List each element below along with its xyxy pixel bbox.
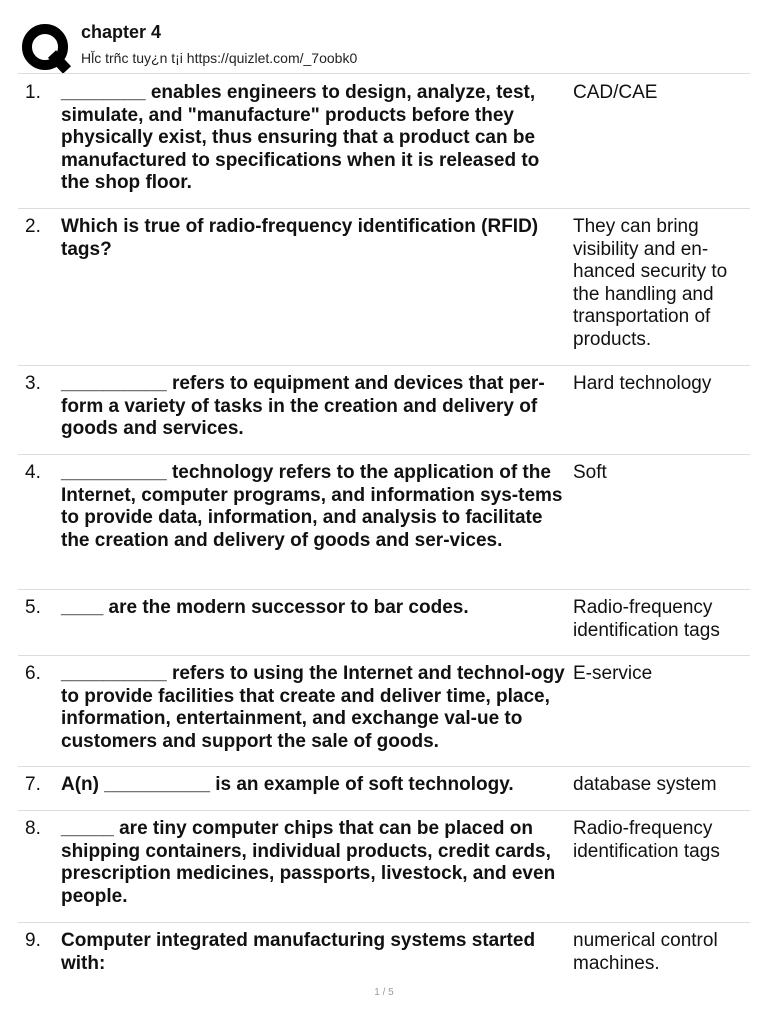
question-text: ________ enables engineers to design, analyze, test, simulate, and "manufacture" products before they physically exist, thus ensuring that a product can be manufactured to specifications when it is released to the shop floor. <box>61 82 540 194</box>
question-text: A(n) __________ is an example of soft technology. <box>61 774 514 795</box>
item-number: 9. <box>25 930 41 951</box>
document-header <box>18 18 750 74</box>
question-text: _____ are tiny computer chips that can be placed on shipping containers, individual products, credit cards, prescription medicines, passports, livestock, and even people. <box>61 818 556 907</box>
answer-text: They can bring visibility and en-hanced security to the handling and transportation of products. <box>573 216 728 350</box>
answer-text: numerical control machines. <box>573 930 718 974</box>
document-title: chapter 4 <box>81 22 162 42</box>
item-number: 8. <box>25 818 41 839</box>
item-number: 4. <box>25 462 41 483</box>
item-number: 7. <box>25 774 41 795</box>
answer-text: database system <box>573 774 717 795</box>
item-number: 2. <box>25 216 41 237</box>
question-text: Computer integrated manufacturing systems started with: <box>61 930 536 974</box>
answer-text: E-service <box>573 663 653 684</box>
question-text: __________ refers to equipment and devices that per-form a variety of tasks in the creation and delivery of goods and services. <box>61 373 545 440</box>
item-number: 6. <box>25 663 41 684</box>
answer-text: CAD/CAE <box>573 82 658 103</box>
quizlet-logo-icon <box>20 22 72 74</box>
item-number: 5. <box>25 597 41 618</box>
answer-text: Hard technology <box>573 373 712 394</box>
divider <box>18 810 750 811</box>
question-text: __________ refers to using the Internet and technol-ogy to provide facilities that create and deliver time, place, information, entertainment, and exchange val-ue to customers and support the sale of goods. <box>61 663 565 752</box>
divider <box>18 208 750 209</box>
page-number: 1 / 5 <box>374 987 394 998</box>
divider <box>18 73 750 74</box>
item-number: 1. <box>25 82 41 103</box>
answer-text: Soft <box>573 462 607 483</box>
divider <box>18 589 750 590</box>
divider <box>18 454 750 455</box>
question-text: __________ technology refers to the application of the Internet, computer programs, and information sys-tems to provide data, information, and analysis to facilitate the creation and delivery of goods and ser-vices. <box>61 462 563 551</box>
answer-text: Radio-frequency identification tags <box>573 597 720 641</box>
question-text: Which is true of radio-frequency identification (RFID) tags? <box>61 216 539 260</box>
divider <box>18 655 750 656</box>
source-link-text: Hl̆c trñc tuy¿n t¡i https://quizlet.com/_7oobk0 <box>81 50 358 66</box>
divider <box>18 766 750 767</box>
divider <box>18 922 750 923</box>
divider <box>18 365 750 366</box>
answer-text: Radio-frequency identification tags <box>573 818 720 862</box>
item-number: 3. <box>25 373 41 394</box>
question-text: ____ are the modern successor to bar codes. <box>61 597 469 618</box>
